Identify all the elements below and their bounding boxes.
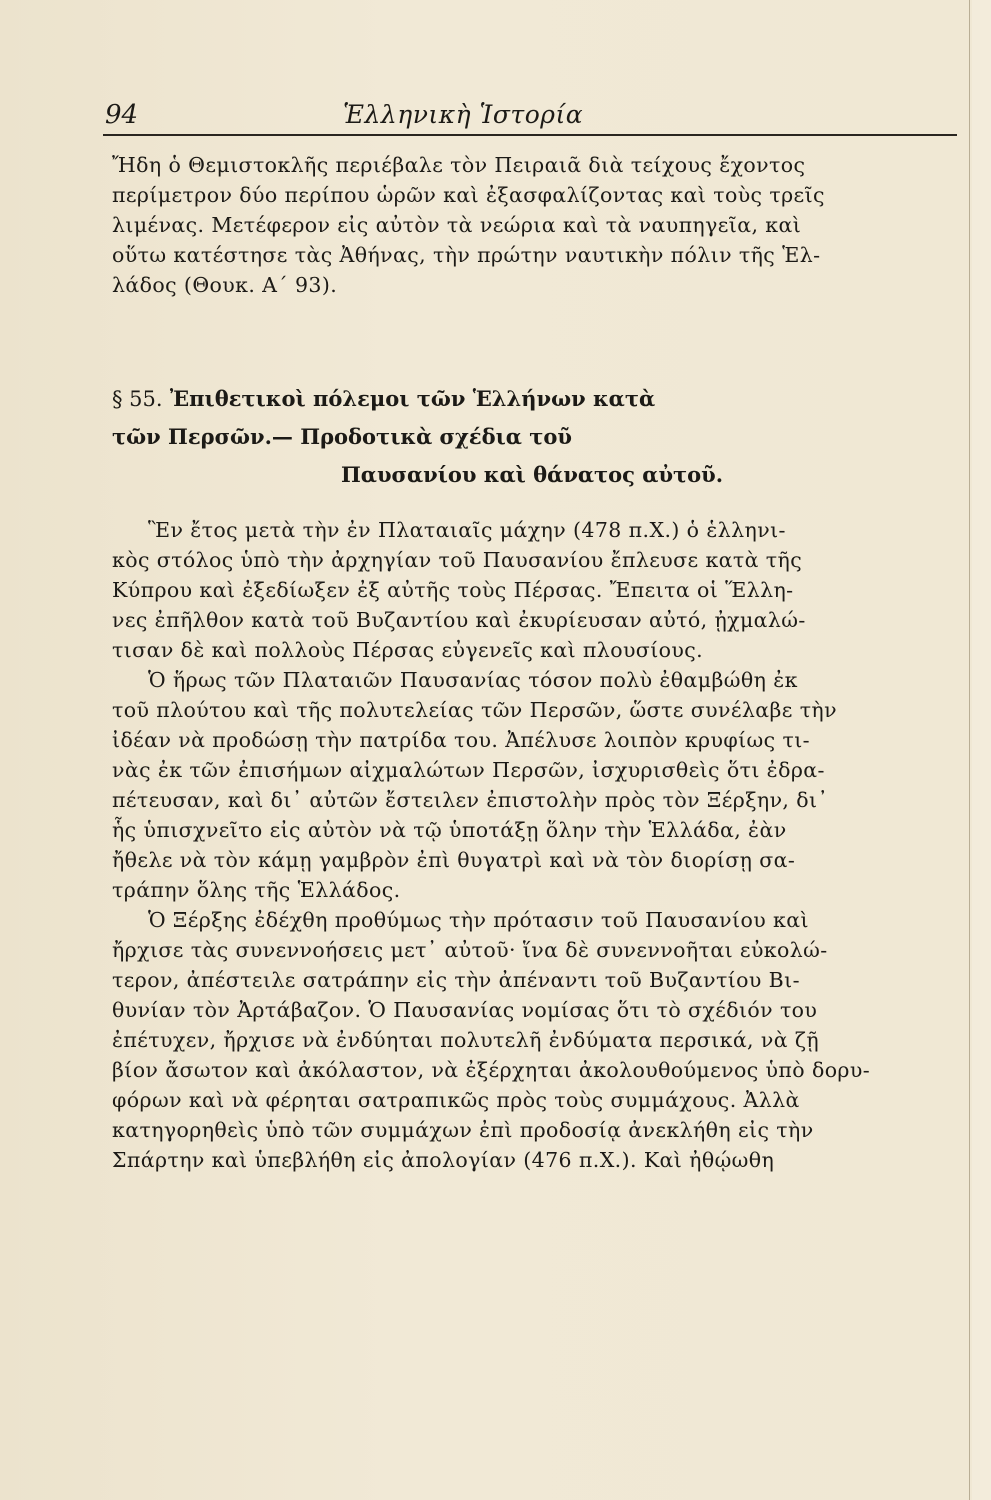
text-line: νὰς ἐκ τῶν ἐπισήμων αἰχμαλώτων Περσῶν, ἰσχυρισθεὶς ὅτι ἐδρα- bbox=[112, 758, 825, 782]
text-line: λιμένας. Μετέφερον εἰς αὐτὸν τὰ νεώρια καὶ τὰ ναυπηγεῖα, καὶ bbox=[112, 213, 802, 237]
text-line: Ὁ Ξέρξης ἐδέχθη προθύμως τὴν πρότασιν τοῦ Παυσανίου καὶ bbox=[148, 908, 809, 932]
text-line: βίον ἄσωτον καὶ ἀκόλαστον, νὰ ἐξέρχηται ἀκολουθούμενος ὑπὸ δορυ- bbox=[112, 1058, 871, 1082]
text-line: ἧς ὑπισχνεῖτο εἰς αὐτὸν νὰ τῷ ὑποτάξῃ ὅλην τὴν Ἑλλάδα, ἐὰν bbox=[112, 818, 787, 842]
text-line: ἤθελε νὰ τὸν κάμῃ γαμβρὸν ἐπὶ θυγατρὶ καὶ νὰ τὸν διορίσῃ σα- bbox=[112, 848, 796, 872]
page-edge bbox=[969, 0, 970, 1500]
heading-text-1: Ἐπιθετικοὶ πόλεμοι τῶν Ἑλλήνων κατὰ bbox=[169, 386, 656, 411]
text-line: κατηγορηθεὶς ὑπὸ τῶν συμμάχων ἐπὶ προδοσίᾳ ἀνεκλήθη εἰς τὴν bbox=[112, 1118, 814, 1142]
paragraph bbox=[112, 905, 952, 1175]
header-rule bbox=[103, 134, 957, 136]
running-title: Ἑλληνικὴ Ἱστορία bbox=[343, 100, 584, 129]
heading-line-1 bbox=[112, 380, 952, 418]
text-line: Ἤδη ὁ Θεμιστοκλῆς περιέβαλε τὸν Πειραιᾶ διὰ τείχους ἔχοντος bbox=[112, 153, 806, 177]
text-line: τράπην ὅλης τῆς Ἑλλάδος. bbox=[112, 878, 401, 902]
text-line: φόρων καὶ νὰ φέρηται σατραπικῶς πρὸς τοὺς συμμάχους. Ἀλλὰ bbox=[112, 1088, 800, 1112]
text-line: Ἓν ἔτος μετὰ τὴν ἐν Πλαταιαῖς μάχην (478 π.Χ.) ὁ ἑλληνι- bbox=[148, 518, 786, 542]
text-line: ἐπέτυχεν, ἤρχισε νὰ ἐνδύηται πολυτελῆ ἐνδύματα περσικά, νὰ ζῇ bbox=[112, 1028, 820, 1052]
section-number: § 55. bbox=[112, 387, 163, 411]
text-line: τοῦ πλούτου καὶ τῆς πολυτελείας τῶν Περσῶν, ὥστε συνέλαβε τὴν bbox=[112, 698, 837, 722]
intro-paragraph bbox=[112, 150, 952, 300]
page-number: 94 bbox=[105, 100, 139, 130]
text-line: οὕτω κατέστησε τὰς Ἀθήνας, τὴν πρώτην ναυτικὴν πόλιν τῆς Ἑλ- bbox=[112, 243, 821, 267]
text-line: περίμετρον δύο περίπου ὡρῶν καὶ ἐξασφαλίζοντας καὶ τοὺς τρεῖς bbox=[112, 183, 825, 207]
text-line: τισαν δὲ καὶ πολλοὺς Πέρσας εὐγενεῖς καὶ πλουσίους. bbox=[112, 638, 704, 662]
text-line: Σπάρτην καὶ ὑπεβλήθη εἰς ἀπολογίαν (476 π.Χ.). Καὶ ἠθῴωθη bbox=[112, 1148, 775, 1172]
text-line: τερον, ἀπέστειλε σατράπην εἰς τὴν ἀπέναντι τοῦ Βυζαντίου Βι- bbox=[112, 968, 800, 992]
text-line: κὸς στόλος ὑπὸ τὴν ἀρχηγίαν τοῦ Παυσανίου ἔπλευσε κατὰ τῆς bbox=[112, 548, 803, 572]
heading-line-2: τῶν Περσῶν.— Προδοτικὰ σχέδια τοῦ bbox=[112, 424, 572, 449]
text-line: Κύπρου καὶ ἐξεδίωξεν ἐξ αὐτῆς τοὺς Πέρσας. Ἔπειτα οἱ Ἕλλη- bbox=[112, 578, 794, 602]
text-line: ἰδέαν νὰ προδώσῃ τὴν πατρίδα του. Ἀπέλυσε λοιπὸν κρυφίως τι- bbox=[112, 728, 810, 752]
adjacent-page-strip bbox=[972, 0, 991, 1500]
section-heading bbox=[112, 380, 952, 494]
text-line: ἤρχισε τὰς συνεννοήσεις μετ᾽ αὐτοῦ· ἵνα δὲ συνεννοῆται εὐκολώ- bbox=[112, 938, 828, 962]
text-line: θυνίαν τὸν Ἀρτάβαζον. Ὁ Παυσανίας νομίσας ὅτι τὸ σχέδιόν του bbox=[112, 998, 818, 1022]
text-line: νες ἐπῆλθον κατὰ τοῦ Βυζαντίου καὶ ἐκυρίευσαν αὐτό, ᾐχμαλώ- bbox=[112, 608, 806, 632]
body-text bbox=[112, 515, 952, 1175]
paragraph bbox=[112, 515, 952, 665]
text-line: λάδος (Θουκ. Α΄ 93). bbox=[112, 273, 338, 297]
paragraph bbox=[112, 665, 952, 905]
text-line: πέτευσαν, καὶ δι᾽ αὐτῶν ἔστειλεν ἐπιστολὴν πρὸς τὸν Ξέρξην, δι᾽ bbox=[112, 788, 829, 812]
text-line: Ὁ ἥρως τῶν Πλαταιῶν Παυσανίας τόσον πολὺ ἐθαμβώθη ἐκ bbox=[148, 668, 798, 692]
heading-line-3: Παυσανίου καὶ θάνατος αὐτοῦ. bbox=[340, 462, 724, 487]
